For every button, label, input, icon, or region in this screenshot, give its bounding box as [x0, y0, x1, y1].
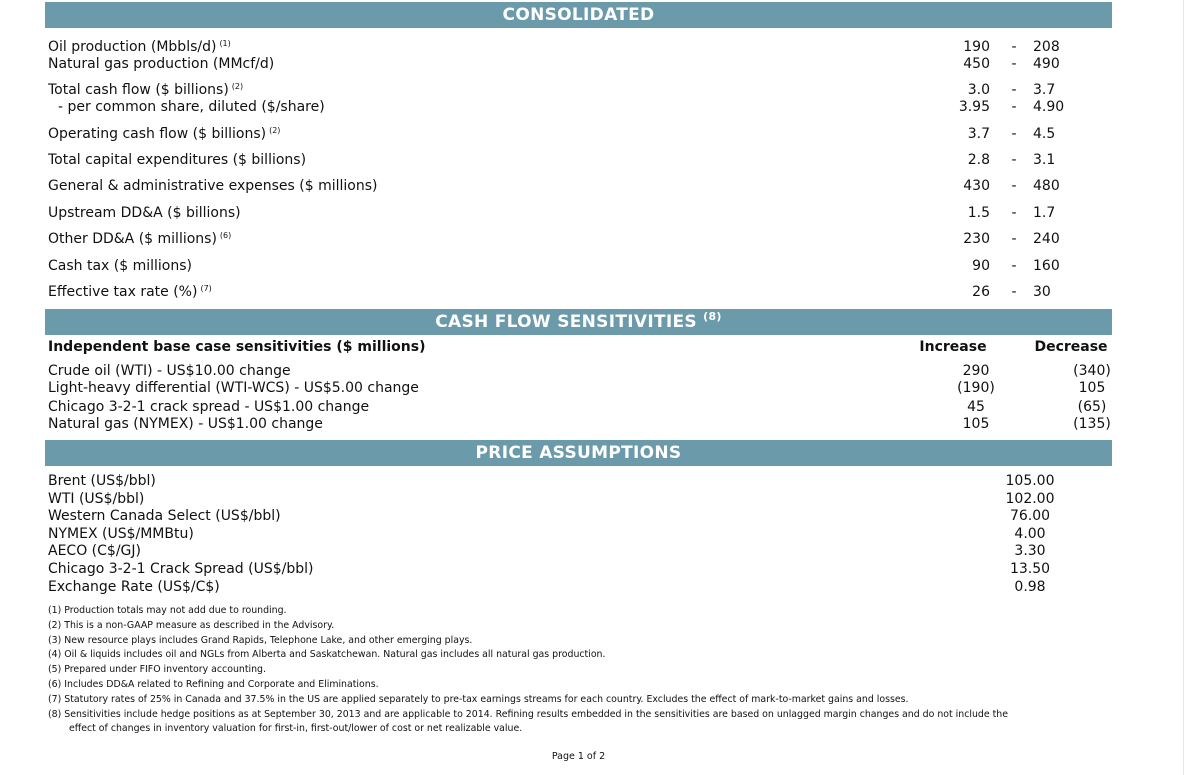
guidance-label: - per common share, diluted ($/share) [58, 99, 325, 115]
sensitivity-row [48, 416, 1112, 433]
price-row [48, 579, 1112, 596]
range-dash: - [1011, 99, 1017, 115]
footnote-ref: (7) [200, 284, 212, 293]
sensitivity-label: Light-heavy differential (WTI-WCS) - US$5.00 change [48, 380, 419, 396]
guidance-low: 3.0 [967, 82, 990, 98]
guidance-label: Cash tax ($ millions) [48, 258, 192, 274]
range-dash: - [1011, 205, 1017, 221]
price-label: Exchange Rate (US$/C$) [48, 578, 220, 595]
footnote-ref: (6) [219, 231, 232, 240]
footnotes [48, 604, 1108, 737]
sensitivities-title: CASH FLOW SENSITIVITIES [435, 312, 697, 332]
guidance-label: Total capital expenditures ($ billions) [48, 152, 307, 168]
price-label: Chicago 3-2-1 Crack Spread (US$/bbl) [48, 561, 314, 577]
sensitivity-header-decrease: Decrease [1034, 339, 1108, 355]
guidance-high: 4.5 [1033, 126, 1056, 142]
guidance-row [48, 177, 1112, 195]
footnote: (4) Oil & liquids includes oil and NGLs from Alberta and Saskatchewan. Natural gas includes all natural gas production. [48, 649, 606, 661]
range-dash: - [1011, 126, 1017, 142]
footnote-ref: (2) [269, 126, 281, 135]
sensitivity-header-increase: Increase [919, 339, 987, 355]
prices-title: PRICE ASSUMPTIONS [475, 443, 682, 463]
footnote-continuation: effect of changes in inventory valuation for first-in, first-out/lower of cost or net realizable value. [69, 723, 523, 735]
range-dash: - [1011, 56, 1017, 72]
footnote-ref: (2) [231, 82, 244, 91]
guidance-row [48, 283, 1112, 301]
price-label: Brent (US$/bbl) [48, 473, 156, 489]
range-dash: - [1011, 258, 1017, 274]
sensitivity-decrease: (65) [1077, 399, 1107, 415]
guidance-high: 480 [1033, 178, 1060, 194]
price-row [48, 526, 1112, 543]
guidance-label: Effective tax rate (%) $^{(7)}$ [48, 284, 212, 300]
price-value: 0.98 [1014, 578, 1046, 595]
sensitivity-increase: (190) [957, 380, 995, 396]
price-label: Western Canada Select (US$/bbl) [48, 508, 281, 525]
price-row [48, 543, 1112, 560]
sensitivity-label: Crude oil (WTI) - US$10.00 change [48, 363, 291, 379]
price-value: 4.00 [1014, 525, 1046, 542]
guidance-low: 90 [972, 258, 990, 274]
price-row [48, 508, 1112, 525]
footnote: (3) New resource plays includes Grand Rapids, Telephone Lake, and other emerging plays. [48, 634, 473, 646]
guidance-row [48, 257, 1112, 275]
footnote: (5) Prepared under FIFO inventory accounting. [48, 664, 266, 676]
guidance-low: 430 [963, 178, 990, 194]
range-dash: - [1011, 231, 1017, 247]
guidance-label: Oil production (Mbbls/d) $^{(1)}$ [48, 39, 231, 55]
guidance-label: Operating cash flow ($ billions) $^{(2)}$ [48, 126, 281, 142]
range-dash: - [1011, 39, 1017, 55]
sensitivity-decrease: (135) [1073, 416, 1111, 432]
sensitivity-decrease: (340) [1073, 363, 1111, 379]
sensitivity-row [48, 399, 1112, 416]
sensitivity-header-label: Independent base case sensitivities ($ millions) [48, 339, 426, 355]
price-value: 105.00 [1005, 473, 1055, 489]
guidance-row [48, 81, 1112, 99]
page-number: Page 1 of 2 [551, 751, 606, 762]
footnote-ref: (1) [219, 39, 231, 48]
range-dash: - [1011, 178, 1017, 194]
price-label: AECO (C$/GJ) [48, 543, 141, 560]
consolidated-title: CONSOLIDATED [502, 5, 655, 25]
guidance-row [48, 204, 1112, 222]
sensitivities-footnote-ref: (8) [703, 310, 722, 323]
sensitivity-increase: 45 [967, 399, 985, 415]
guidance-low: 2.8 [967, 152, 990, 168]
footnote: (1) Production totals may not add due to rounding. [48, 605, 287, 616]
sensitivity-decrease: 105 [1078, 380, 1106, 396]
guidance-low: 1.5 [967, 205, 990, 221]
guidance-row [48, 125, 1112, 143]
price-value: 102.00 [1005, 490, 1055, 507]
guidance-low: 190 [963, 39, 990, 55]
guidance-high: 1.7 [1033, 205, 1056, 221]
range-dash: - [1011, 82, 1017, 98]
guidance-low: 230 [963, 231, 990, 247]
footnote: (8) Sensitivities include hedge positions as at September 30, 2013 and are applicable to 2014. Refining results embedded in the sensitivities are based on unlagged margin changes and do not include the [48, 708, 1009, 720]
footnote: (7) Statutory rates of 25% in Canada and 37.5% in the US are applied separately to pre-tax earnings streams for each country. Excludes the effect of mark-to-market gains and losses. [48, 693, 909, 705]
price-row [48, 561, 1112, 578]
price-value: 13.50 [1009, 561, 1051, 577]
guidance-high: 160 [1033, 258, 1060, 274]
price-row [48, 491, 1112, 508]
guidance-low: 26 [972, 284, 990, 300]
range-dash: - [1011, 152, 1017, 168]
guidance-label: Upstream DD&A ($ billions) [48, 205, 241, 221]
guidance-high: 4.90 [1033, 99, 1065, 115]
guidance-high: 3.7 [1033, 82, 1056, 98]
guidance-high: 208 [1033, 39, 1060, 55]
price-label: NYMEX (US$/MMBtu) [48, 525, 194, 542]
guidance-row [48, 98, 1112, 116]
guidance-label: General & administrative expenses ($ millions) [48, 178, 378, 194]
guidance-label: Natural gas production (MMcf/d) [48, 56, 275, 72]
guidance-label: Other DD&A ($ millions) $^{(6)}$ [48, 231, 232, 247]
sensitivity-row [48, 363, 1112, 380]
guidance-row [48, 151, 1112, 169]
guidance-row [48, 230, 1112, 248]
guidance-low: 3.7 [967, 126, 990, 142]
guidance-high: 3.1 [1033, 152, 1056, 168]
guidance-low: 3.95 [958, 99, 990, 115]
sensitivities-header [45, 309, 1112, 335]
footnote: (6) Includes DD&A related to Refining and Corporate and Eliminations. [48, 678, 379, 690]
guidance-high: 490 [1033, 56, 1060, 72]
guidance-row [48, 38, 1112, 56]
guidance-high: 30 [1033, 284, 1051, 300]
sensitivity-row [48, 380, 1112, 397]
price-value: 76.00 [1009, 508, 1051, 525]
page-edge-line [1183, 0, 1184, 775]
guidance-label: Total cash flow ($ billions) $^{(2)}$ [48, 82, 244, 98]
sensitivity-label: Natural gas (NYMEX) - US$1.00 change [48, 416, 323, 432]
range-dash: - [1011, 284, 1017, 300]
footnote: (2) This is a non-GAAP measure as described in the Advisory. [48, 619, 335, 631]
sensitivity-increase: 290 [962, 363, 990, 379]
guidance-high: 240 [1033, 231, 1060, 247]
guidance-low: 450 [963, 56, 990, 72]
sensitivity-increase: 105 [962, 416, 990, 432]
price-value: 3.30 [1014, 543, 1046, 560]
sensitivity-label: Chicago 3-2-1 crack spread - US$1.00 change [48, 399, 370, 415]
price-row [48, 473, 1112, 490]
price-label: WTI (US$/bbl) [48, 490, 145, 507]
guidance-row [48, 55, 1112, 73]
prices-header [45, 440, 1112, 466]
consolidated-header [45, 2, 1112, 28]
